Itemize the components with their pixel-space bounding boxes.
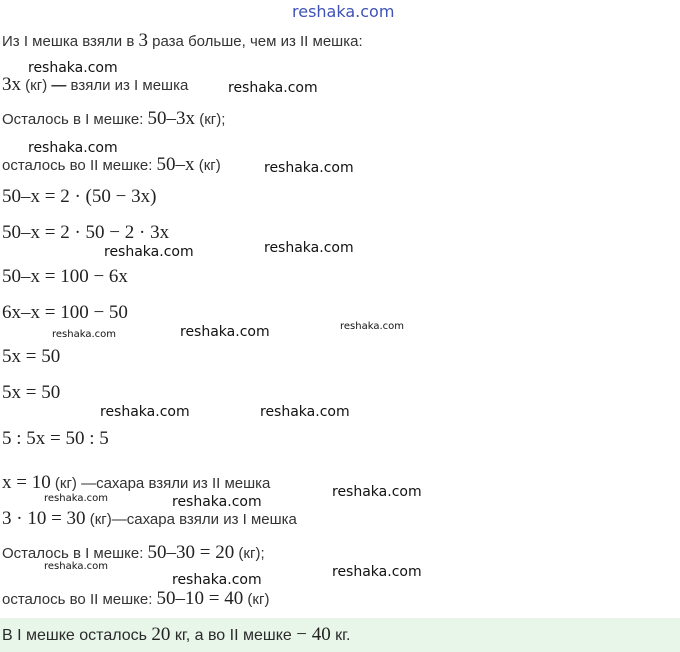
line-math: 50–30 = 20 xyxy=(147,542,235,563)
line-math: x = 10 xyxy=(2,472,51,493)
line-text: (кг) xyxy=(21,77,52,94)
line-text: взяли из I мешка xyxy=(66,77,189,94)
watermark: reshaka.com xyxy=(264,240,354,256)
solution-line-10 xyxy=(2,382,60,404)
watermark: reshaka.com xyxy=(44,561,108,572)
line-text: (кг); xyxy=(195,111,226,128)
watermark: reshaka.com xyxy=(100,404,190,420)
answer-part: кг, а во II мешке xyxy=(170,627,297,644)
line-math: 50–x = 2 · 50 − 2 · 3x xyxy=(2,222,170,243)
solution-line-6 xyxy=(2,222,169,244)
line-text: осталось во II мешке: xyxy=(2,591,157,608)
line-text: осталось во II мешке: xyxy=(2,157,157,174)
line-math: 5x = 50 xyxy=(2,346,61,367)
line-text: Осталось в I мешке: xyxy=(2,545,148,562)
line-text: (кг) xyxy=(243,591,270,608)
line-math: 5 : 5x = 50 : 5 xyxy=(2,428,109,449)
line-math: 50–10 = 40 xyxy=(156,588,244,609)
line-text: Из I мешка взяли в xyxy=(2,33,139,50)
solution-line-3 xyxy=(2,108,225,130)
line-math: 50–x = 2 · (50 − 3x) xyxy=(2,186,157,207)
solution-line-9 xyxy=(2,346,60,368)
watermark: reshaka.com xyxy=(44,493,108,504)
line-dash: — xyxy=(51,77,67,94)
watermark: reshaka.com xyxy=(264,160,354,176)
watermark: reshaka.com xyxy=(28,60,118,76)
answer-math: 20 xyxy=(151,624,171,645)
line-text: Осталось в I мешке: xyxy=(2,111,148,128)
answer-box xyxy=(0,618,680,652)
solution-line-1 xyxy=(2,30,363,52)
watermark: reshaka.com xyxy=(180,324,270,340)
watermark: reshaka.com xyxy=(172,494,262,510)
line-text: (кг) —сахара взяли из II мешка xyxy=(50,475,271,492)
answer-part: В I мешке осталось xyxy=(2,627,152,644)
solution-line-8 xyxy=(2,302,128,324)
watermark: reshaka.com xyxy=(332,484,422,500)
watermark: reshaka.com xyxy=(104,244,194,260)
watermark: reshaka.com xyxy=(340,321,404,332)
line-text: (кг); xyxy=(234,545,265,562)
line-math: 50–x = 100 − 6x xyxy=(2,266,128,287)
line-math: 6x–x = 100 − 50 xyxy=(2,302,128,323)
solution-line-5 xyxy=(2,186,156,208)
answer-math: − 40 xyxy=(296,624,331,645)
answer-part: кг. xyxy=(330,627,351,644)
solution-line-12 xyxy=(2,472,270,494)
solution-line-4 xyxy=(2,154,221,176)
solution-line-14 xyxy=(2,542,265,564)
solution-line-11 xyxy=(2,428,109,450)
line-text: раза больше, чем из II мешка: xyxy=(148,33,363,50)
answer-text xyxy=(2,624,350,646)
line-math: 50–x xyxy=(156,154,195,175)
watermark: reshaka.com xyxy=(172,572,262,588)
solution-line-13 xyxy=(2,508,297,530)
line-math: 5x = 50 xyxy=(2,382,61,403)
line-math: 3 xyxy=(138,30,148,51)
line-text: (кг) xyxy=(194,157,221,174)
watermark: reshaka.com xyxy=(228,80,318,96)
solution-line-7 xyxy=(2,266,128,288)
line-text: (кг)—сахара взяли из I мешка xyxy=(85,511,297,528)
watermark: reshaka.com xyxy=(260,404,350,420)
watermark: reshaka.com xyxy=(332,564,422,580)
header-watermark: reshaka.com xyxy=(292,2,395,21)
solution-line-15 xyxy=(2,588,269,610)
watermark: reshaka.com xyxy=(52,329,116,340)
solution-line-2 xyxy=(2,74,188,96)
line-math: 3 · 10 = 30 xyxy=(2,508,86,529)
line-math: 3x xyxy=(2,74,21,95)
watermark: reshaka.com xyxy=(28,140,118,156)
line-math: 50–3x xyxy=(147,108,196,129)
